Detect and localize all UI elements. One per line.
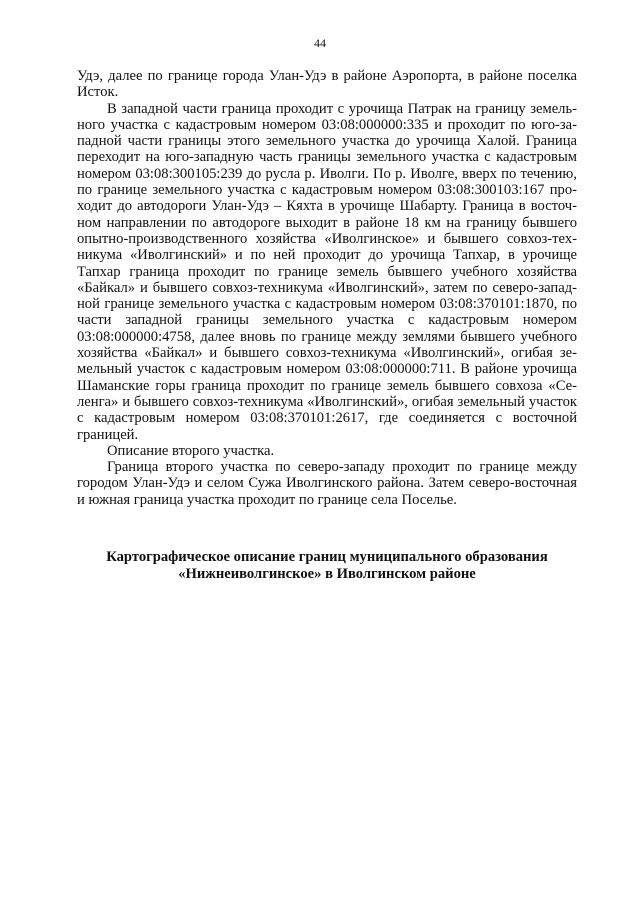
page-number: 44 <box>314 36 326 50</box>
paragraph-second-area-text: Граница второго участка по северо-западу проходит по границе между городом Улан-Удэ и селом Сужа Иволгинского района. Затем северо-восточная и южная граница участка проходит по границе села Поселье. <box>77 459 577 508</box>
section-heading <box>77 549 577 583</box>
paragraph-continuation: Удэ, далее по границе города Улан-Удэ в районе Аэропорта, в районе поселка Исток. <box>77 68 577 101</box>
section-heading-line-1: Картографическое описание границ муниципального образования <box>106 549 548 565</box>
paragraph-second-area-title: Описание второго участка. <box>107 442 275 459</box>
section-heading-line-2: «Нижнеиволгинское» в Иволгинском районе <box>178 566 476 582</box>
body-text <box>77 68 577 508</box>
paragraph-western-part: В западной части граница проходит с урочища Патрак на границу земельного участка с кадастровым номером 03:08:000000:335 и проходит по юго-западной части границы этого земельного участка до урочища Халой. Граница переходит на юго-западную часть границы земельного участка с кадастровым номером 03:08:300105:239 до русла р. Иволги. По р. Иволге, вверх по течению, по границе земельного участка с кадастровым номером 03:08:300103:167 проходит до автодороги Улан-Удэ – Кяхта в урочище Шабарту. Граница в восточном направлении по автодороге выходит в районе 18 км на границу бывшего опытно-производственного хозяйства «Иволгинское» и бывшего совхоз-техникума «Иволгинский» и по ней проходит до урочища Тапхар, в урочище Тапхар граница проходит по границе земель бывшего учебного хозяйства «Байкал» и бывшего совхоз-техникума «Иволгинский», затем по северо-западной границе земельного участка с кадастровым номером 03:08:370101:1870, по части западной границы земельного участка с кадастровым номером 03:08:000000:4758, далее вновь по границе между землями бывшего учебного хозяйства «Байкал» и бывшего совхоз-техникума «Иволгинский», огибая земельный участок с кадастровым номером 03:08:000000:711. В районе урочища Шаманские горы граница проходит по границе земель бывшего совхоза «Селенга» и бывшего совхоз-техникума «Иволгинский», огибая земельный участок с кадастровым номером 03:08:370101:2617, где соединяется с восточной границей. <box>77 100 577 443</box>
